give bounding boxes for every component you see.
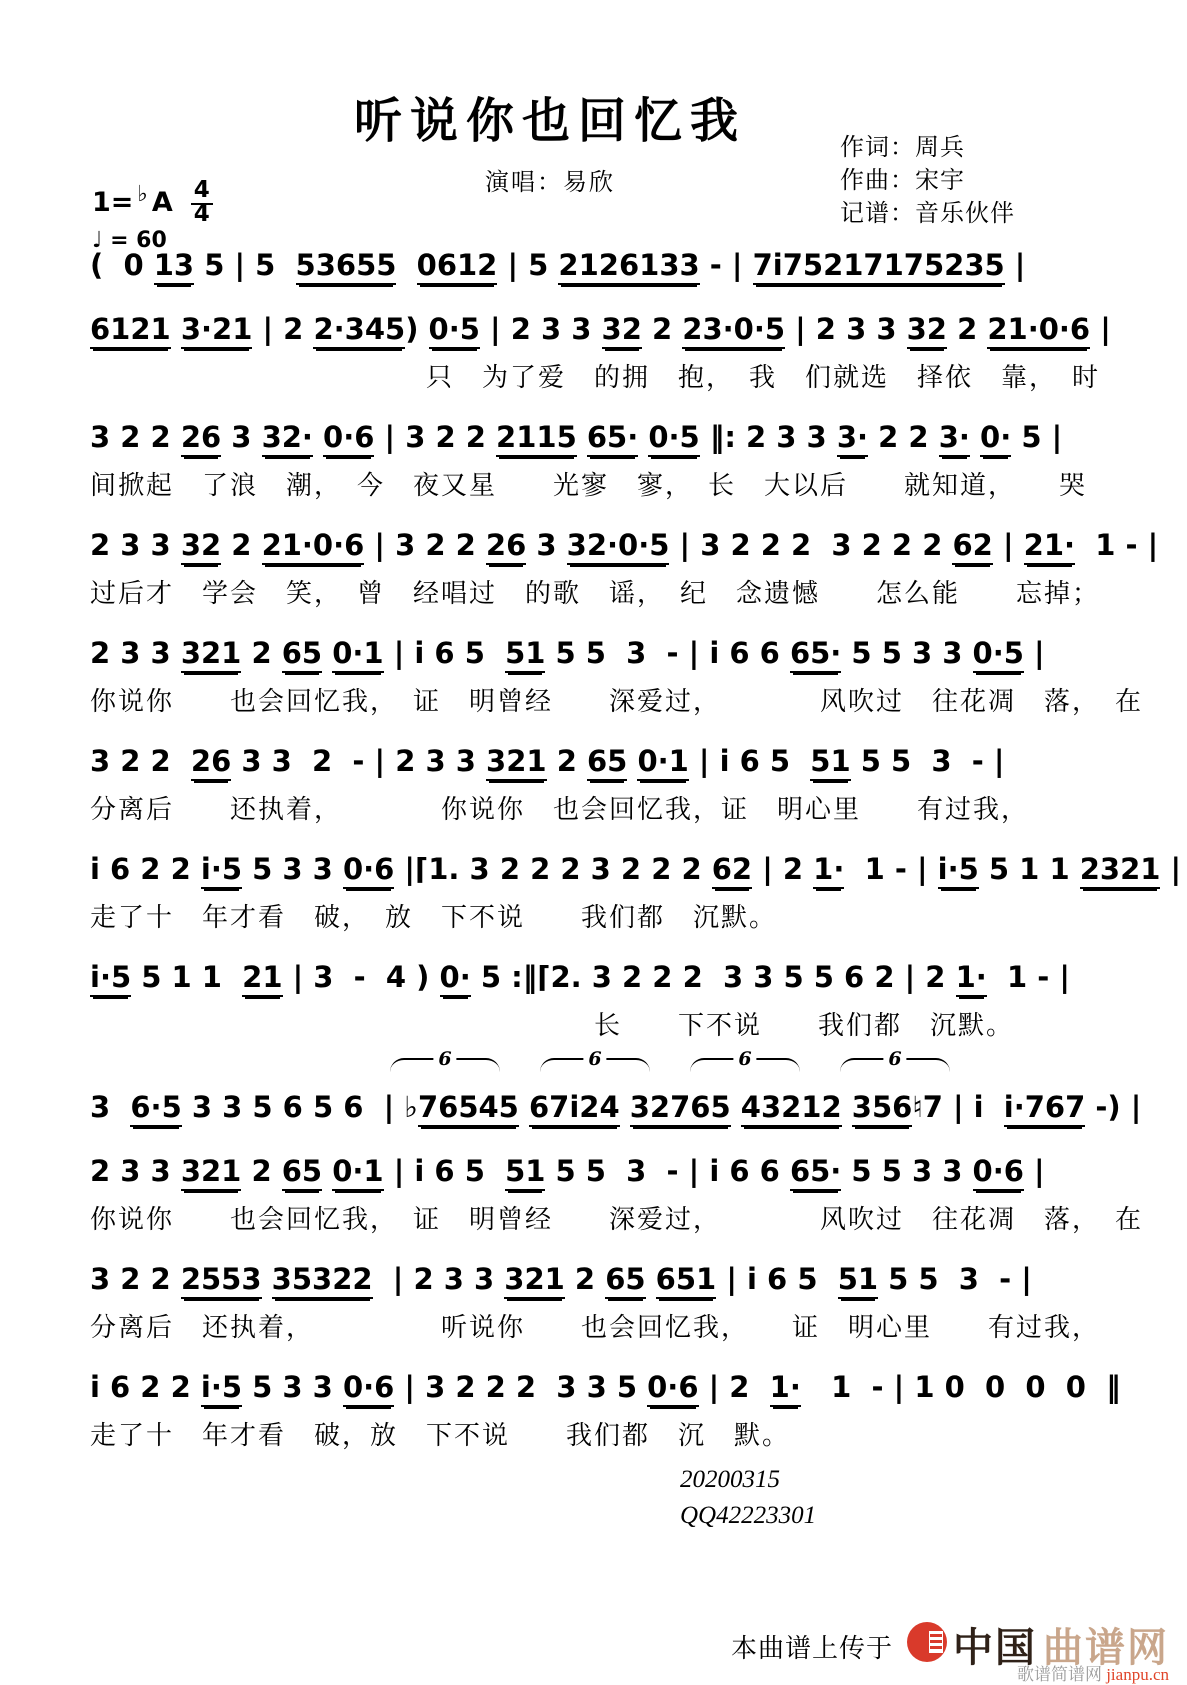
upload-label: 本曲谱上传于	[730, 1634, 893, 1663]
lyrics-line: 走了十 年才看 破，放 下不说 我们都 沉 默。	[90, 1421, 791, 1450]
notation-line-volta2: i·5 5 1 1 21 | 3 - 4 ) 0· 5 :‖⌈2. 3 2 2 2 3 3 5 5 6 2 | 2 1· 1 - |	[90, 950, 1132, 1004]
music-system	[90, 842, 1182, 940]
music-system	[90, 1252, 1132, 1350]
music-system	[90, 410, 1132, 508]
notation-line: 2 3 3 32 2 21·0·6 | 3 2 2 26 3 32·0·5 | 3 2 2 2 3 2 2 2 62 | 21· 1 - |	[90, 518, 1132, 572]
lyrics-line: 长 下不说 我们都 沉默。	[90, 1011, 1015, 1040]
lyrics-line: 你说你 也会回忆我， 证 明曾经 深爱过， 风吹过 往花凋 落， 在	[90, 687, 1144, 716]
notation-line: 2 3 3 321 2 65 0·1 | i 6 5 51 5 5 3 - | i 6 6 65· 5 5 3 3 0·5 |	[90, 626, 1132, 680]
singer-label: 演唱：易欣	[485, 170, 615, 196]
logo-subtitle	[1017, 1660, 1169, 1685]
date-block	[680, 1462, 1132, 1534]
quarter-note-icon: ♩	[92, 228, 103, 253]
music-system	[90, 1360, 1132, 1458]
notation-line: 3 2 2 26 3 32· 0·6 | 3 2 2 2115 65· 0·5 ‖: 2 3 3 3· 2 2 3· 0· 5 |	[90, 410, 1132, 464]
song-title: 听说你也回忆我	[353, 95, 746, 148]
logo-sub-gray: 歌谱简谱网	[1016, 1665, 1102, 1684]
tuplet-arc: 6	[690, 1058, 800, 1074]
lyricist-credit: 作词：周兵	[840, 135, 965, 161]
time-numerator: 4	[191, 177, 213, 205]
notation-line: 3 2 2 2553 35322 | 2 3 3 321 2 65 651 | i 6 5 51 5 5 3 - |	[90, 1252, 1132, 1306]
notation-line-volta1: i 6 2 2 i·5 5 3 3 0·6 |⌈1. 3 2 2 2 3 2 2 2 62 | 2 1· 1 - | i·5 5 1 1 2321 |	[90, 842, 1132, 896]
music-system	[90, 302, 1132, 400]
flat-icon: ♭	[137, 181, 148, 207]
key-signature	[92, 178, 213, 226]
lyrics-line: 只 为了爱 的拥 抱， 我 们就选 择依 靠， 时	[90, 363, 1101, 392]
composer-credit: 作曲：宋宇	[840, 168, 965, 194]
music-system	[90, 734, 1132, 832]
tempo-value: = 60	[110, 228, 167, 253]
qq-text: QQ42223301	[680, 1502, 817, 1529]
notator-credit: 记谱：音乐伙伴	[840, 201, 1015, 227]
lyrics-line: 分离后 还执着， 听说你 也会回忆我， 证 明心里 有过我，	[90, 1313, 1101, 1342]
notation-line: 3 6·5 3 3 5 6 5 6 | ♭76545 67i24 32765 43212 356♮7 | i i·767 -) |	[90, 1080, 1132, 1134]
music-system	[90, 626, 1144, 724]
logo-text-tail: 曲谱网	[1043, 1625, 1169, 1670]
tuplet-arc: 6	[390, 1058, 500, 1074]
logo-sub-red: jianpu.cn	[1106, 1665, 1169, 1684]
tuplet-arc: 6	[540, 1058, 650, 1074]
sextuplet-marks	[390, 1048, 1132, 1080]
notation-line: ( 0 13 5 | 5 53655 0612 | 5 2126133 - | 7i75217175235 |	[90, 238, 1132, 292]
notation-line: 3 2 2 26 3 3 2 - | 2 3 3 321 2 65 0·1 | i 6 5 51 5 5 3 - |	[90, 734, 1132, 788]
lyrics-line: 过后才 学会 笑， 曾 经唱过 的歌 谣， 纪 念遗憾 怎么能 忘掉；	[90, 579, 1101, 608]
tuplet-arc: 6	[840, 1058, 950, 1074]
site-logo	[907, 1614, 1169, 1684]
logo-text-cn: 中国	[953, 1625, 1037, 1670]
time-denominator: 4	[193, 201, 210, 227]
music-system	[90, 518, 1159, 616]
lyrics-line: 间掀起 了浪 潮， 今 夜又星 光寥 寥， 长 大以后 就知道， 哭	[90, 471, 1088, 500]
score-body	[90, 238, 1182, 1534]
notation-line: 2 3 3 321 2 65 0·1 | i 6 5 51 5 5 3 - | i 6 6 65· 5 5 3 3 0·6 |	[90, 1144, 1132, 1198]
site-footer	[730, 1614, 1169, 1684]
lyrics-line: 分离后 还执着， 你说你 也会回忆我，证 明心里 有过我，	[90, 795, 1030, 824]
music-system	[90, 238, 1132, 292]
key-letter: A	[151, 186, 173, 218]
lyrics-line: 你说你 也会回忆我， 证 明曾经 深爱过， 风吹过 往花凋 落， 在	[90, 1205, 1144, 1234]
time-signature	[191, 178, 213, 226]
key-prefix: 1=	[92, 186, 134, 218]
logo-icon	[907, 1622, 947, 1662]
date-text: 20200315	[680, 1466, 780, 1493]
credits-block	[840, 132, 1015, 231]
notation-line: i 6 2 2 i·5 5 3 3 0·6 | 3 2 2 2 3 3 5 0·6 | 2 1· 1 - | 1 0 0 0 0 ‖	[90, 1360, 1132, 1414]
music-system	[90, 1144, 1144, 1242]
lyrics-line: 走了十 年才看 破， 放 下不说 我们都 沉默。	[90, 903, 778, 932]
music-system	[90, 950, 1132, 1048]
music-system-instrumental	[90, 1048, 1142, 1134]
notation-line: 6121 3·21 | 2 2·345) 0·5 | 2 3 3 32 2 23·0·5 | 2 3 3 32 2 21·0·6 |	[90, 302, 1132, 356]
